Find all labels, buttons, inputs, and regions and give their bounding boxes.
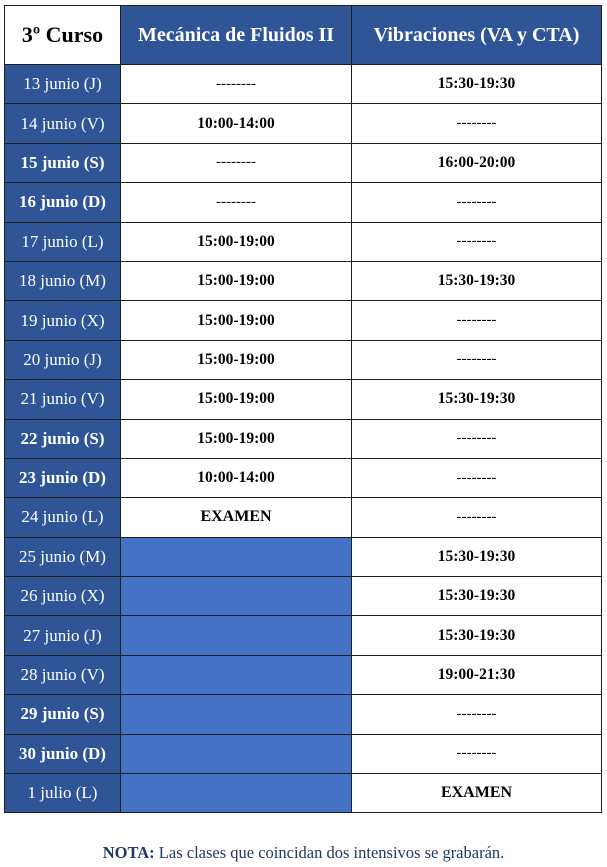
date-cell: 21 junio (V) xyxy=(5,380,121,419)
vibraciones-cell: 15:30-19:30 xyxy=(352,616,602,655)
date-cell: 22 junio (S) xyxy=(5,419,121,458)
fluidos-cell: EXAMEN xyxy=(121,498,352,537)
date-cell: 30 junio (D) xyxy=(5,734,121,773)
table-row xyxy=(5,222,602,261)
table-row xyxy=(5,340,602,379)
table-row xyxy=(5,655,602,694)
fluidos-cell: 15:00-19:00 xyxy=(121,261,352,300)
vibraciones-cell: 15:30-19:30 xyxy=(352,577,602,616)
date-cell: 1 julio (L) xyxy=(5,774,121,813)
fluidos-cell: 15:00-19:00 xyxy=(121,380,352,419)
vibraciones-cell: -------- xyxy=(352,301,602,340)
footnote-label: NOTA: xyxy=(102,843,155,862)
schedule-table xyxy=(4,5,602,813)
vibraciones-cell: -------- xyxy=(352,458,602,497)
subject-header-vibraciones: Vibraciones (VA y CTA) xyxy=(352,6,602,65)
fluidos-cell: -------- xyxy=(121,143,352,182)
table-row xyxy=(5,380,602,419)
vibraciones-cell: -------- xyxy=(352,104,602,143)
fluidos-empty-cell xyxy=(121,695,352,734)
table-row xyxy=(5,458,602,497)
vibraciones-cell: 16:00-20:00 xyxy=(352,143,602,182)
vibraciones-cell: -------- xyxy=(352,734,602,773)
table-row xyxy=(5,261,602,300)
header-row xyxy=(5,6,602,65)
vibraciones-cell: -------- xyxy=(352,222,602,261)
date-cell: 18 junio (M) xyxy=(5,261,121,300)
vibraciones-cell: 15:30-19:30 xyxy=(352,65,602,104)
table-row xyxy=(5,734,602,773)
table-row xyxy=(5,183,602,222)
fluidos-cell: 10:00-14:00 xyxy=(121,104,352,143)
schedule-body xyxy=(5,65,602,813)
table-row xyxy=(5,104,602,143)
subject-header-fluidos: Mecánica de Fluidos II xyxy=(121,6,352,65)
date-cell: 17 junio (L) xyxy=(5,222,121,261)
date-cell: 24 junio (L) xyxy=(5,498,121,537)
fluidos-empty-cell xyxy=(121,537,352,576)
date-cell: 20 junio (J) xyxy=(5,340,121,379)
table-row xyxy=(5,695,602,734)
fluidos-cell: 10:00-14:00 xyxy=(121,458,352,497)
table-row xyxy=(5,419,602,458)
fluidos-empty-cell xyxy=(121,734,352,773)
vibraciones-cell: EXAMEN xyxy=(352,774,602,813)
date-cell: 29 junio (S) xyxy=(5,695,121,734)
vibraciones-cell: -------- xyxy=(352,419,602,458)
vibraciones-cell: -------- xyxy=(352,183,602,222)
date-cell: 19 junio (X) xyxy=(5,301,121,340)
table-row xyxy=(5,577,602,616)
fluidos-empty-cell xyxy=(121,655,352,694)
fluidos-empty-cell xyxy=(121,616,352,655)
date-cell: 23 junio (D) xyxy=(5,458,121,497)
table-row xyxy=(5,65,602,104)
table-row xyxy=(5,774,602,813)
table-row xyxy=(5,301,602,340)
fluidos-cell: 15:00-19:00 xyxy=(121,222,352,261)
date-cell: 14 junio (V) xyxy=(5,104,121,143)
fluidos-cell: 15:00-19:00 xyxy=(121,419,352,458)
date-cell: 26 junio (X) xyxy=(5,577,121,616)
footnote xyxy=(0,843,607,863)
fluidos-cell: -------- xyxy=(121,65,352,104)
vibraciones-cell: -------- xyxy=(352,340,602,379)
table-row xyxy=(5,143,602,182)
vibraciones-cell: -------- xyxy=(352,498,602,537)
vibraciones-cell: -------- xyxy=(352,695,602,734)
date-cell: 27 junio (J) xyxy=(5,616,121,655)
course-header: 3º Curso xyxy=(5,6,121,65)
vibraciones-cell: 15:30-19:30 xyxy=(352,537,602,576)
fluidos-cell: 15:00-19:00 xyxy=(121,340,352,379)
vibraciones-cell: 19:00-21:30 xyxy=(352,655,602,694)
table-row xyxy=(5,498,602,537)
date-cell: 15 junio (S) xyxy=(5,143,121,182)
fluidos-cell: 15:00-19:00 xyxy=(121,301,352,340)
fluidos-cell: -------- xyxy=(121,183,352,222)
table-row xyxy=(5,616,602,655)
date-cell: 28 junio (V) xyxy=(5,655,121,694)
date-cell: 16 junio (D) xyxy=(5,183,121,222)
footnote-text: Las clases que coincidan dos intensivos se grabarán. xyxy=(154,843,505,862)
fluidos-empty-cell xyxy=(121,774,352,813)
vibraciones-cell: 15:30-19:30 xyxy=(352,261,602,300)
table-row xyxy=(5,537,602,576)
fluidos-empty-cell xyxy=(121,577,352,616)
date-cell: 13 junio (J) xyxy=(5,65,121,104)
vibraciones-cell: 15:30-19:30 xyxy=(352,380,602,419)
date-cell: 25 junio (M) xyxy=(5,537,121,576)
